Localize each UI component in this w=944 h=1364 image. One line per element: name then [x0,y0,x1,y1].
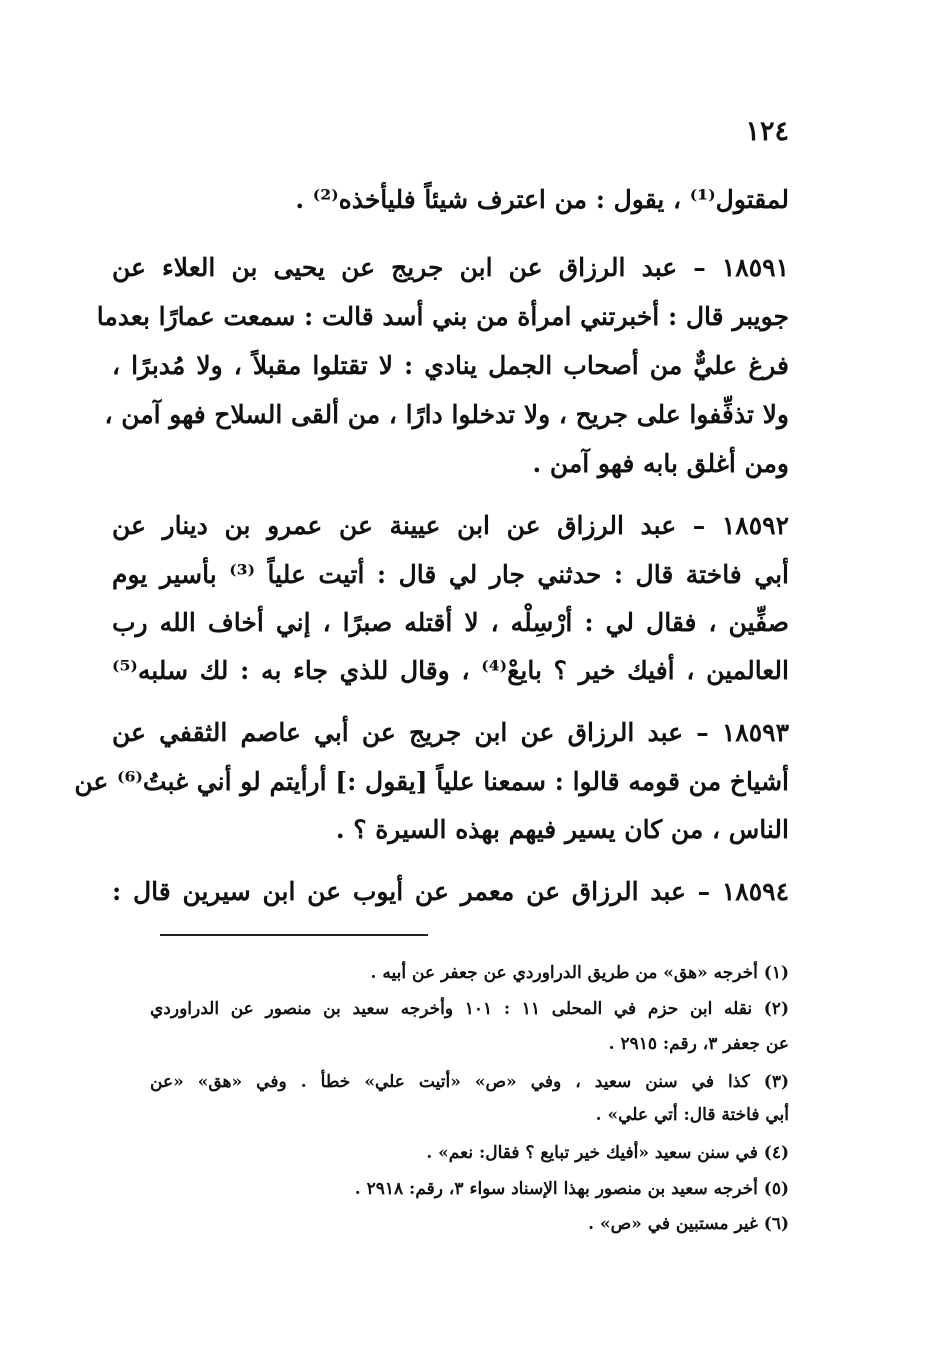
page-number: ١٢٤ [745,116,789,147]
footnote-4: (٤) في سنن سعيد «أفيك خير تبايع ؟ فقال: نعم» . [426,1143,789,1163]
hadith-18592-line: ١٨٥٩٢ – عبد الرزاق عن ابن عيينة عن عمرو بن دينار عن [112,511,789,540]
footnote-6: (٦) غير مستبين في «ص» . [588,1214,789,1234]
footnote-5: (٥) أخرجه سعيد بن منصور بهذا الإسناد سواء ٣، رقم: ٢٩١٨ . [354,1179,789,1199]
hadith-18591-line: ١٨٥٩١ – عبد الرزاق عن ابن جريج عن يحيى بن العلاء عن [112,253,789,282]
footnote-2-continued: عن جعفر ٣، رقم: ٢٩١٥ . [608,1034,789,1054]
footnote-separator [160,934,428,936]
footnote-3: (٣) كذا في سنن سعيد ، وفي «ص» «أتيت علي» خطأ . وفي «هق» «عن [150,1072,789,1092]
body-line: فرغ عليٌّ من أصحاب الجمل ينادي : لا تقتلوا مقبلاً ، ولا مُدبرًا ، [112,351,789,380]
body-line: لمقتول⁽¹⁾ ، يقول : من اعترف شيئاً فليأخذه⁽²⁾ . [295,185,789,214]
body-line: الناس ، من كان يسير فيهم بهذه السيرة ؟ . [335,815,789,844]
hadith-18594-line: ١٨٥٩٤ – عبد الرزاق عن معمر عن أيوب عن ابن سيرين قال : [112,877,789,906]
body-line: أشياخ من قومه قالوا : سمعنا علياً [يقول :] أرأيتم لو أني غبتُ⁽⁶⁾ عن [74,767,789,796]
hadith-18593-line: ١٨٥٩٣ – عبد الرزاق عن ابن جريج عن أبي عاصم الثقفي عن [112,718,789,747]
body-line: جويبر قال : أخبرتني امرأة من بني أسد قالت : سمعت عمارًا بعدما [96,302,789,331]
footnote-1: (١) أخرجه «هق» من طريق الدراوردي عن جعفر عن أبيه . [370,963,789,983]
footnote-3-continued: أبي فاختة قال: أتي علي» . [595,1105,789,1125]
body-line: ومن أغلق بابه فهو آمن . [532,449,789,478]
body-line: ولا تذفِّفوا على جريح ، ولا تدخلوا دارًا ، من ألقى السلاح فهو آمن ، [104,400,789,429]
body-line: العالمين ، أفيك خير ؟ بايعْ⁽⁴⁾ ، وقال للذي جاء به : لك سلبه⁽⁵⁾ [112,656,789,685]
body-line: أبي فاختة قال : حدثني جار لي قال : أتيت علياً ⁽³⁾ بأسير يوم [112,560,789,589]
body-line: صفِّين ، فقال لي : أرْسِلْه ، لا أقتله صبرًا ، إني أخاف الله رب [112,608,789,637]
footnote-2: (٢) نقله ابن حزم في المحلى ١١ : ١٠١ وأخرجه سعيد بن منصور عن الدراوردي [150,999,789,1019]
